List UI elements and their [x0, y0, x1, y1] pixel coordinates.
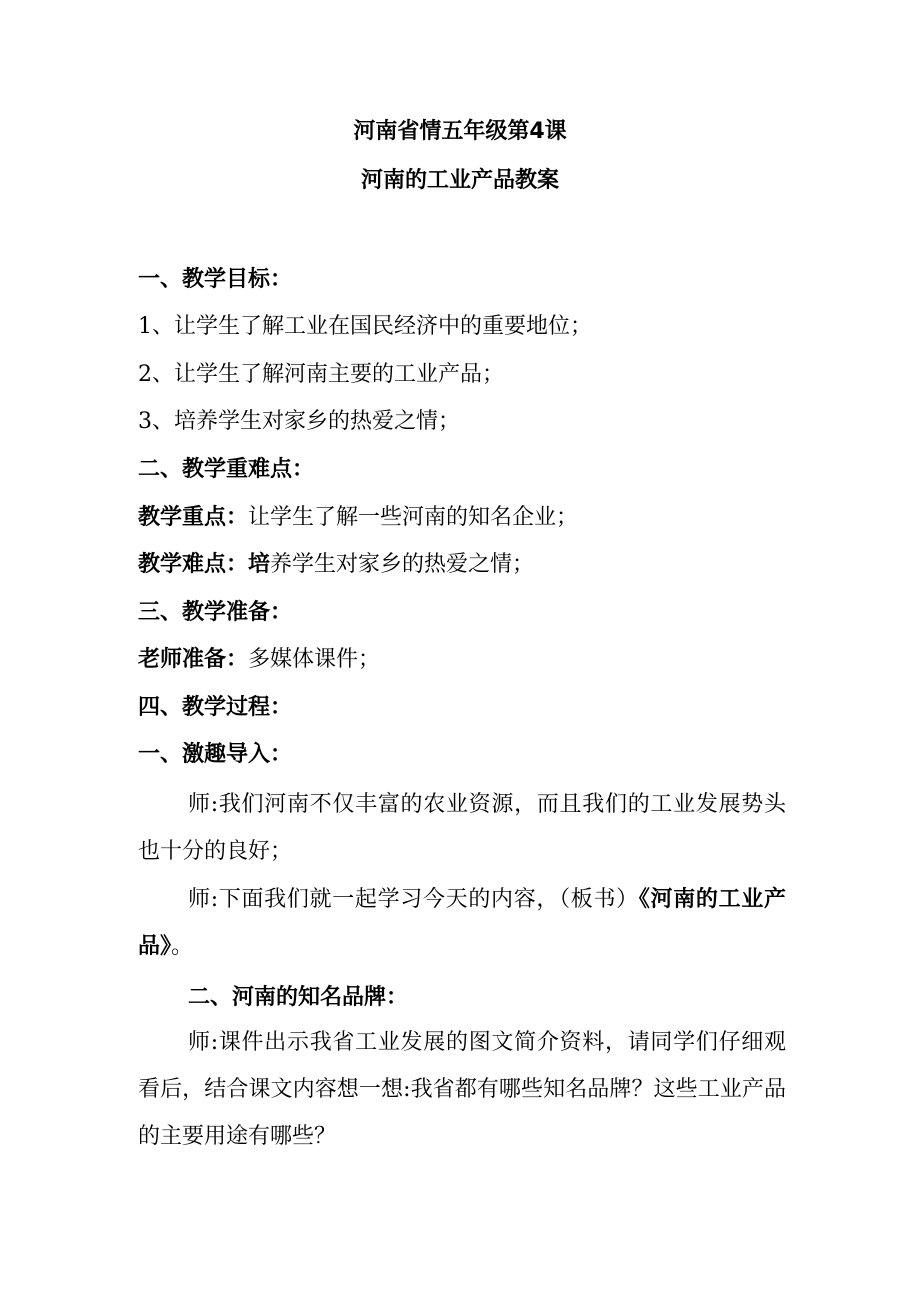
objective-item-3: 3、培养学生对家乡的热爱之情； — [138, 409, 460, 434]
intro-paragraph-2 — [138, 876, 786, 970]
intro-paragraph-2-text: 师:下面我们就一起学习今天的内容，（板书） — [188, 887, 639, 912]
section-heading-key-points: 二、教学重难点： — [138, 457, 315, 482]
difficulty-label: 教学难点： — [138, 552, 249, 577]
section-heading-objectives: 一、教学目标： — [138, 267, 293, 292]
objective-item-1: 1、让学生了解工业在国民经济中的重要地位； — [138, 314, 592, 339]
subheading-brands: 二、河南的知名品牌： — [188, 985, 409, 1010]
intro-paragraph-1: 师:我们河南不仅丰富的农业资源，而且我们的工业发展势头也十分的良好； — [138, 792, 786, 864]
document-subtitle: 河南的工业产品教案 — [360, 168, 559, 193]
focus-text: 让学生了解一些河南的知名企业； — [248, 505, 579, 530]
teacher-prep-text: 多媒体课件； — [248, 647, 381, 672]
lesson-title-inline: 《河南的工业产品》 — [138, 887, 786, 959]
section-heading-preparation: 三、教学准备： — [138, 600, 293, 625]
focus-label: 教学重点： — [138, 505, 249, 530]
subheading-intro: 一、激趣导入： — [138, 742, 293, 767]
difficulty-text: 养学生对家乡的热爱之情； — [270, 552, 535, 577]
difficulty-first-char: 培 — [248, 552, 271, 577]
teacher-prep-line — [138, 645, 788, 675]
objective-item-2: 2、让学生了解河南主要的工业产品； — [138, 362, 504, 387]
teacher-prep-label: 老师准备： — [138, 647, 249, 672]
difficulty-line — [138, 550, 788, 580]
brands-paragraph: 师:课件出示我省工业发展的图文简介资料，请同学们仔细观看后，结合课文内容想一想:我省都有哪些知名品牌？这些工业产品的主要用途有哪些？ — [138, 1030, 786, 1149]
focus-line — [138, 503, 788, 533]
document-title: 河南省情五年级第4课 — [353, 119, 567, 144]
intro-paragraph-2-end: 。 — [171, 934, 194, 959]
section-heading-process: 四、教学过程： — [138, 695, 293, 720]
